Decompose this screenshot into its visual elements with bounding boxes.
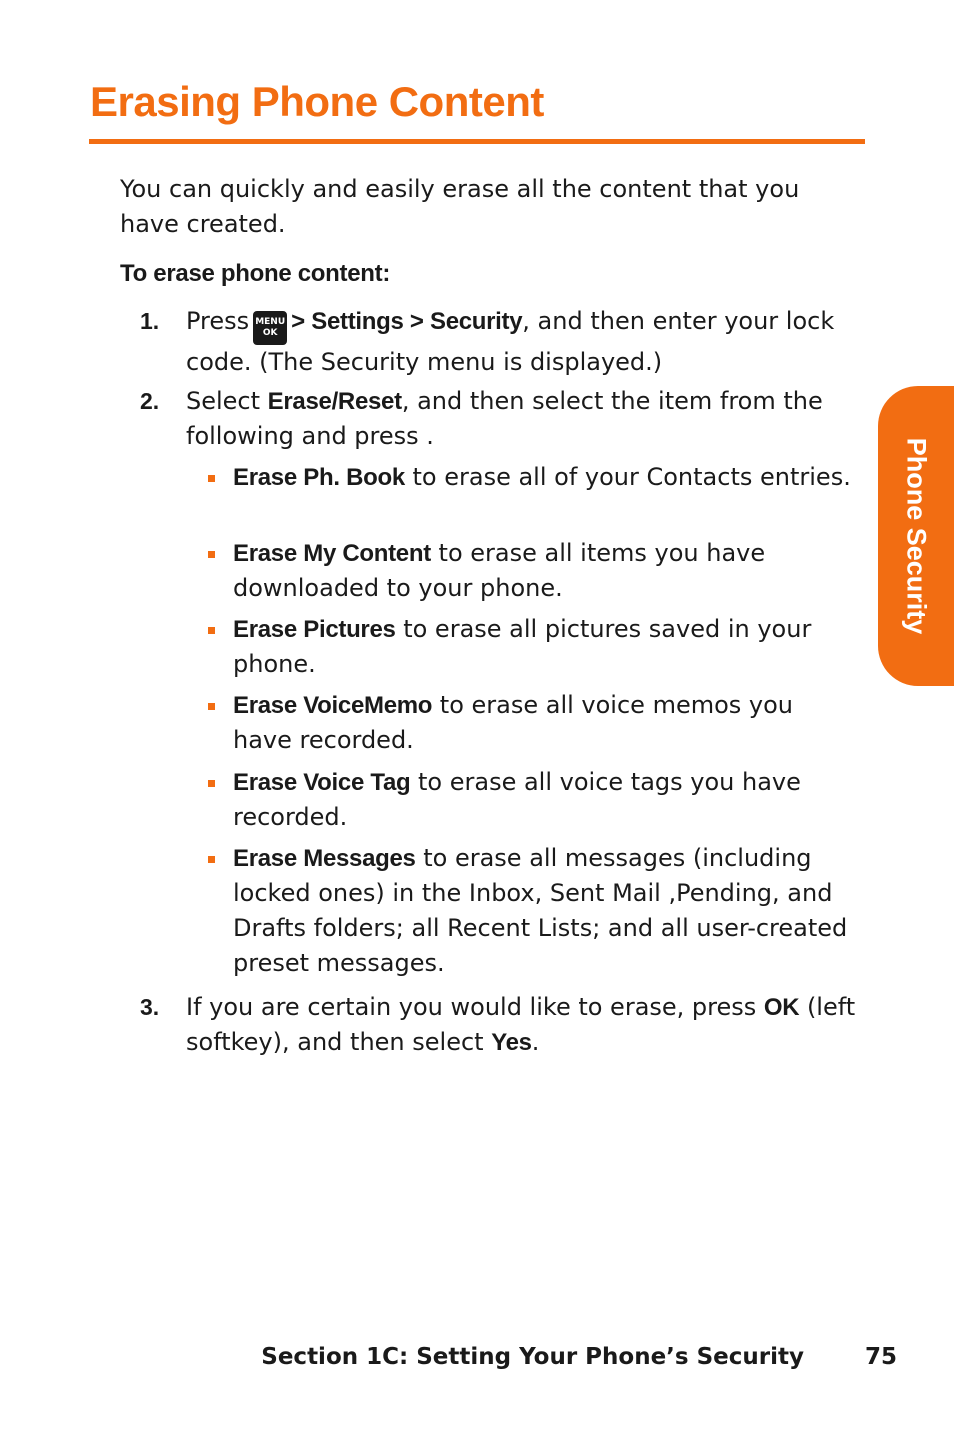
page-title: Erasing Phone Content [90, 78, 544, 125]
bullet-square-icon [208, 703, 215, 710]
list-item-text [233, 841, 858, 981]
step-2 [140, 384, 865, 454]
list-item [208, 460, 858, 495]
step-press-label: Press [186, 307, 250, 335]
list-item-text [233, 612, 858, 682]
step-1 [140, 304, 865, 380]
list-item-description: to erase all pictures saved in your phone. [233, 615, 812, 678]
list-item [208, 536, 858, 606]
intro-paragraph: You can quickly and easily erase all the content that you have created. [120, 175, 800, 238]
ok-key-label: OK [763, 994, 800, 1021]
step-text [186, 384, 865, 454]
yes-option-label: Yes [491, 1029, 532, 1056]
step-pre: If you are certain you would like to erase, press [186, 993, 764, 1021]
list-item-description: to erase all voice tags you have recorded. [233, 768, 801, 831]
step-3 [140, 990, 865, 1060]
step-option: Erase/Reset [267, 388, 402, 415]
list-item-text [233, 688, 858, 758]
footer-section-title: Section 1C: Setting Your Phone’s Security [261, 1344, 804, 1370]
step-rest: , and then enter your lock code. (The Security menu is displayed.) [186, 307, 835, 376]
list-item-description: to erase all items you have downloaded to your phone. [233, 539, 766, 602]
list-item-term: Erase Voice Tag [233, 769, 411, 796]
step-menu-path: > Settings > Security [291, 308, 523, 335]
step-text [186, 304, 865, 380]
list-item [208, 765, 858, 835]
step-text [186, 990, 865, 1060]
step-number: 3. [140, 994, 160, 1020]
step-end: . [531, 1028, 540, 1056]
list-item-text [233, 536, 858, 606]
list-item-description: to erase all voice memos you have recorded. [233, 691, 793, 754]
list-item-term: Erase VoiceMemo [233, 692, 433, 719]
list-item-term: Erase Messages [233, 845, 416, 872]
bullet-square-icon [208, 856, 215, 863]
list-item-description: to erase all of your Contacts entries. [404, 463, 851, 491]
list-item-term: Erase Pictures [233, 616, 396, 643]
step-number: 2. [140, 388, 160, 414]
section-side-tab [878, 386, 954, 686]
step-number: 1. [140, 308, 160, 334]
page-number: 75 [865, 1344, 898, 1370]
list-item-text [233, 460, 858, 495]
list-item [208, 841, 858, 981]
bullet-square-icon [208, 551, 215, 558]
list-item [208, 688, 858, 758]
bullet-square-icon [208, 780, 215, 787]
step-pre: Select [186, 387, 268, 415]
list-item [208, 612, 858, 682]
side-tab-label: Phone Security [901, 437, 932, 635]
bullet-square-icon [208, 475, 215, 482]
list-item-term: Erase Ph. Book [233, 464, 405, 491]
menu-key-line1: MENU [255, 317, 286, 327]
list-item-description: to erase all messages (including locked ones) in the Inbox, Sent Mail ,Pending, and Drafts folders; all Recent Lists; and all user-created preset messages. [233, 844, 848, 977]
step-mid: (left softkey), and then select [186, 993, 856, 1056]
title-underline [89, 139, 865, 144]
menu-key-line2: OK [262, 328, 278, 338]
step-rest: , and then select the item from the following and press . [186, 387, 823, 450]
bullet-square-icon [208, 627, 215, 634]
procedure-heading: To erase phone content: [120, 260, 391, 287]
menu-ok-key-icon [253, 311, 287, 345]
list-item-term: Erase My Content [233, 540, 431, 567]
list-item-text [233, 765, 858, 835]
